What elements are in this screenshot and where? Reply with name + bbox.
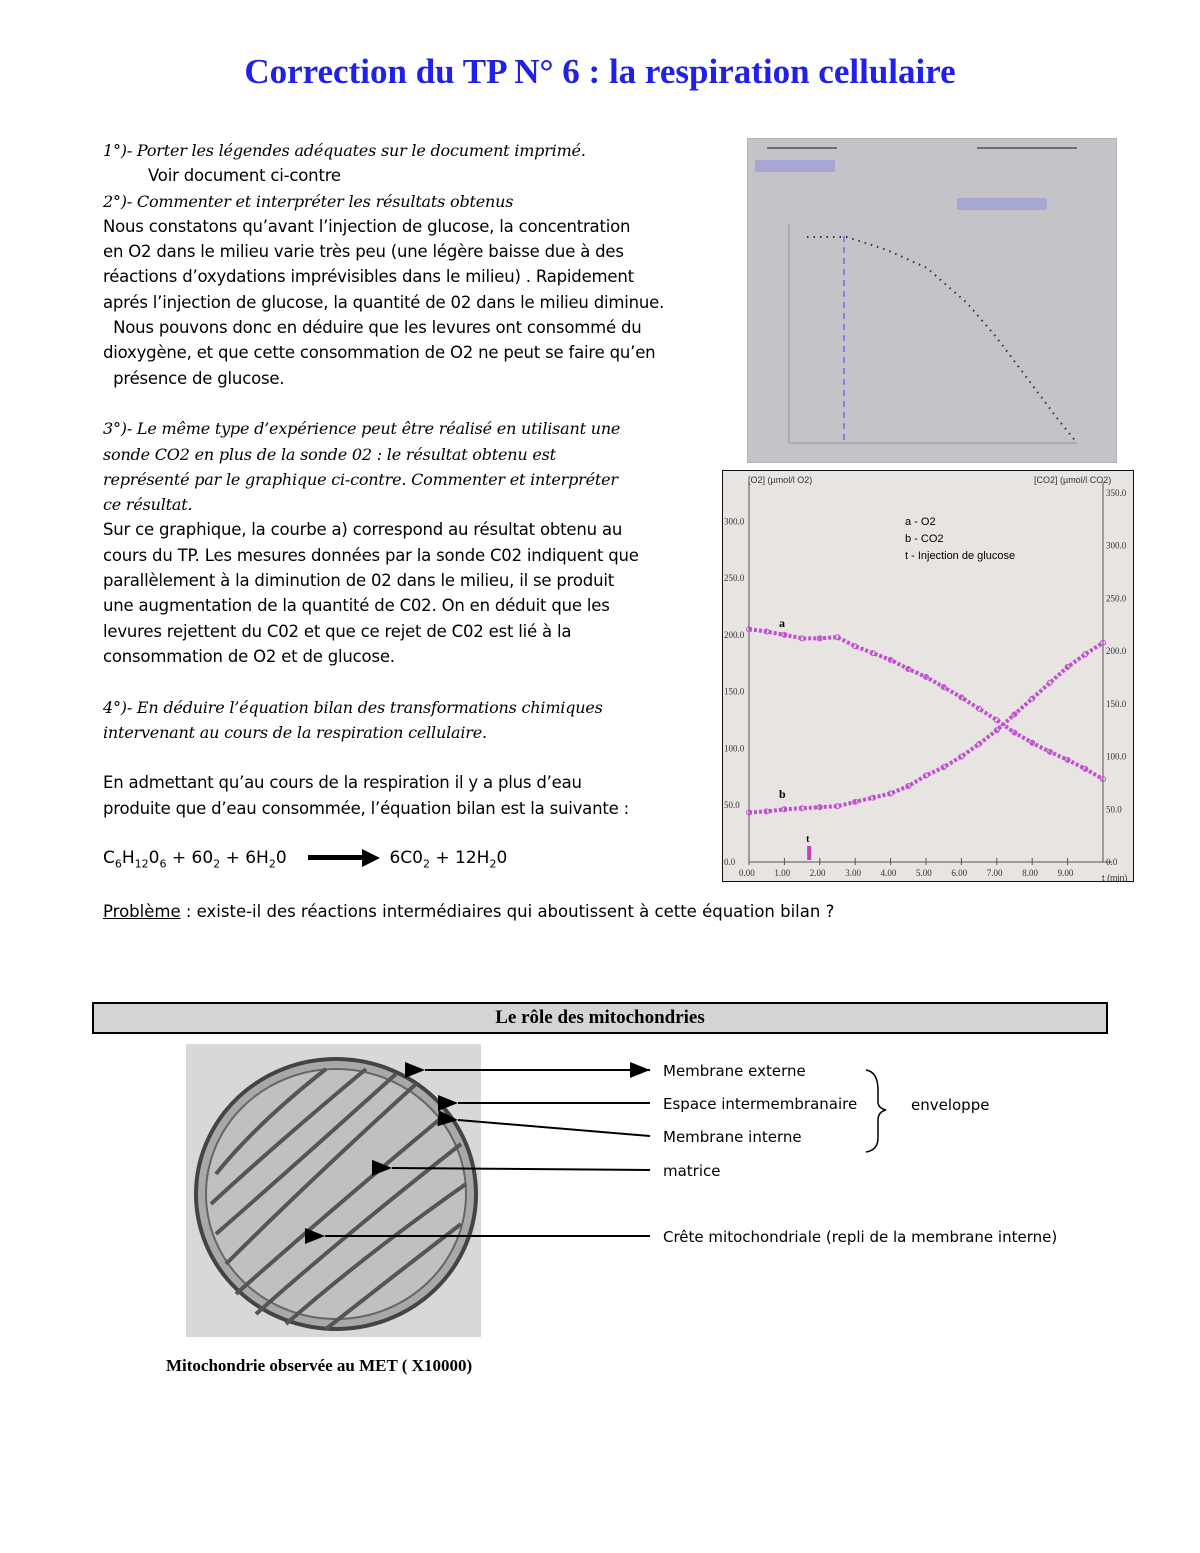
page-title: Correction du TP N° 6 : la respiration cellulaire bbox=[244, 52, 956, 91]
x-tick-label: 3.00 bbox=[845, 868, 861, 878]
y-left-tick-label: 200.0 bbox=[724, 629, 745, 640]
q3-label: représenté par le graphique ci-contre. Commenter et interpréter bbox=[103, 469, 618, 489]
curve-label-a: a bbox=[779, 616, 785, 630]
equation: $C_6H_{12}0_6 + 60_2 + 6H_20$ $6C0_2 + 12H_20$ bbox=[103, 848, 508, 871]
y-right-tick-label: 50.0 bbox=[1106, 804, 1122, 815]
injection-marker bbox=[807, 846, 811, 860]
y-left-tick-label: 100.0 bbox=[724, 743, 745, 754]
q2-line: Nous pouvons donc en déduire que les levures ont consommé du bbox=[103, 318, 642, 338]
q4-line: En admettant qu’au cours de la respiration il y a plus d’eau bbox=[103, 773, 582, 793]
y-right-tick-label: 100.0 bbox=[1106, 751, 1127, 762]
y-right-label: [CO2] (µmol/l CO2) bbox=[1034, 475, 1112, 485]
y-right-tick-label: 300.0 bbox=[1106, 540, 1127, 551]
problem-text: : existe-il des réactions intermédiaires qui aboutissent à cette équation bilan ? bbox=[180, 902, 835, 921]
q4-label: intervenant au cours de la respiration cellulaire. bbox=[103, 722, 487, 742]
q3-line: consommation de O2 et de glucose. bbox=[103, 646, 395, 666]
x-tick-label: 7.00 bbox=[986, 868, 1003, 878]
q2-line: en O2 dans le milieu varie très peu (une légère baisse due à des bbox=[103, 242, 624, 262]
o2-co2-chart bbox=[722, 470, 1134, 882]
questions-body bbox=[103, 138, 723, 821]
figure-caption: Mitochondrie observée au MET ( X10000) bbox=[166, 1356, 473, 1375]
q3-line: Sur ce graphique, la courbe a) correspond au résultat obtenu au bbox=[103, 520, 623, 540]
problem-label: Problème bbox=[103, 902, 181, 921]
label-outer-membrane: Membrane externe bbox=[663, 1062, 806, 1080]
x-tick-label: 0.00 bbox=[739, 868, 755, 878]
x-tick-label: 6.00 bbox=[951, 868, 968, 878]
x-tick-label: 2.00 bbox=[809, 868, 826, 878]
problem-statement bbox=[103, 902, 834, 921]
q3-line: une augmentation de la quantité de C02. On en déduit que les bbox=[103, 596, 610, 616]
label-matrix: matrice bbox=[663, 1162, 721, 1180]
y-right-tick-label: 200.0 bbox=[1106, 646, 1127, 657]
x-tick-label: 9.00 bbox=[1057, 868, 1074, 878]
y-right-tick-label: 350.0 bbox=[1106, 488, 1127, 498]
x-tick-label: 1.00 bbox=[774, 868, 791, 878]
y-left-tick-label: 50.0 bbox=[724, 800, 740, 811]
y-right-tick-label: 150.0 bbox=[1106, 698, 1127, 709]
q2-label: 2°)- Commenter et interpréter les résultats obtenus bbox=[103, 191, 514, 211]
label-arrows bbox=[0, 1040, 1200, 1260]
x-label: t (min) bbox=[1102, 873, 1128, 882]
q4-label: 4°)- En déduire l’équation bilan des transformations chimiques bbox=[103, 697, 603, 717]
q3-label: ce résultat. bbox=[103, 495, 193, 515]
q2-line: dioxygène, et que cette consommation de O2 ne peut se faire qu’en bbox=[103, 343, 656, 363]
q3-line: parallèlement à la diminution de 02 dans le milieu, il se produit bbox=[103, 571, 614, 591]
q1-answer: Voir document ci-contre bbox=[148, 166, 341, 186]
y-left-tick-label: 0.0 bbox=[724, 857, 736, 867]
q3-line: levures rejettent du C02 et que ce rejet de C02 est lié à la bbox=[103, 621, 572, 641]
legend-b: b - CO2 bbox=[905, 533, 944, 545]
q2-line: Nous constatons qu’avant l’injection de glucose, la concentration bbox=[103, 216, 631, 236]
x-tick-label: 4.00 bbox=[880, 868, 897, 878]
y-right-tick-label: 250.0 bbox=[1106, 593, 1127, 604]
section-header: Le rôle des mitochondries bbox=[92, 1002, 1108, 1034]
label-intermembrane-space: Espace intermembranaire bbox=[663, 1095, 858, 1113]
injection-label: t bbox=[806, 834, 810, 845]
x-tick-label: 5.00 bbox=[916, 868, 932, 878]
q3-label: sonde CO2 en plus de la sonde 02 : le résultat obtenu est bbox=[103, 444, 556, 464]
legend-t: t - Injection de glucose bbox=[905, 550, 1016, 562]
label-inner-membrane: Membrane interne bbox=[663, 1128, 802, 1146]
x-tick-label: 8.00 bbox=[1022, 868, 1038, 878]
o2-experiment-scan bbox=[747, 138, 1117, 463]
q2-line: présence de glucose. bbox=[103, 368, 285, 388]
curve-label-b: b bbox=[779, 787, 786, 801]
arrow-right-icon bbox=[308, 848, 380, 868]
brace-icon bbox=[866, 1070, 886, 1152]
y-right-tick-label: 0.0 bbox=[1106, 857, 1118, 867]
y-left-tick-label: 250.0 bbox=[724, 573, 745, 584]
y-left-label: [O2] (µmol/l O2) bbox=[748, 475, 813, 485]
y-left-tick-label: 150.0 bbox=[724, 686, 745, 697]
q3-line: cours du TP. Les mesures données par la sonde C02 indiquent que bbox=[103, 545, 639, 565]
label-crest: Crête mitochondriale (repli de la membrane interne) bbox=[663, 1228, 1058, 1246]
label-envelope: enveloppe bbox=[911, 1096, 990, 1114]
q4-line: produite que d’eau consommée, l’équation bilan est la suivante : bbox=[103, 798, 629, 818]
q2-line: réactions d’oxydations imprévisibles dans le milieu) . Rapidement bbox=[103, 267, 634, 287]
legend-a: a - O2 bbox=[905, 516, 936, 528]
q2-line: aprés l’injection de glucose, la quantité de 02 dans le milieu diminue. bbox=[103, 292, 665, 312]
q1-label: 1°)- Porter les légendes adéquates sur le document imprimé. bbox=[103, 141, 586, 160]
y-left-tick-label: 300.0 bbox=[724, 516, 745, 527]
q3-label: 3°)- Le même type d’expérience peut être réalisé en utilisant une bbox=[103, 419, 621, 439]
